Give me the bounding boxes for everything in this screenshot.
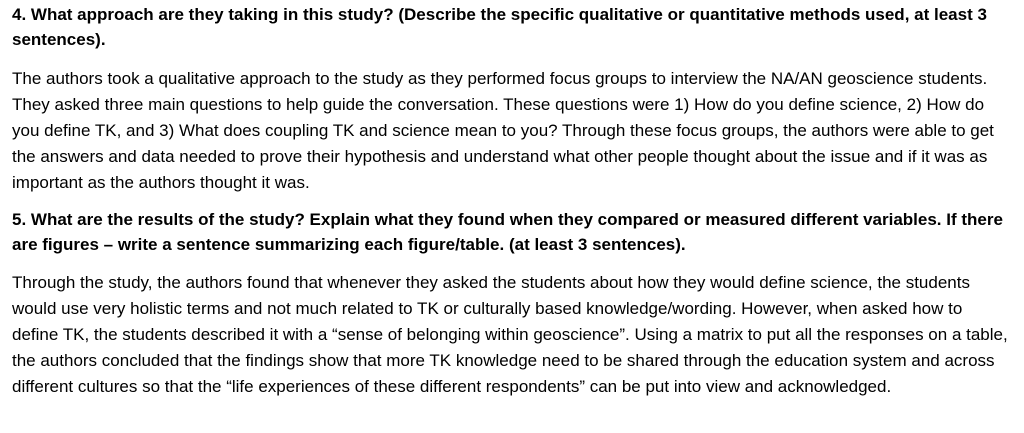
question-5-answer: Through the study, the authors found that whenever they asked the students about how they would define science, the students would use very holistic terms and not much related to TK or culturally based knowledge/wording. However, when asked how to define TK, the students described it with a “sense of belonging within geoscience”. Using a matrix to put all the responses on a table, the authors concluded that the findings show that more TK knowledge need to be shared through the education system and across different cultures so that the “life experiences of these different respondents” can be put into view and acknowledged. <box>12 273 1008 396</box>
question-4-answer: The authors took a qualitative approach to the study as they performed focus groups to interview the NA/AN geoscience students. They asked three main questions to help guide the conversation. These questions were 1) How do you define science, 2) How do you define TK, and 3) What does coupling TK and science mean to you? Through these focus groups, the authors were able to get the answers and data needed to prove their hypothesis and understand what other people thought about the issue and if it was as important as the authors thought it was. <box>12 69 994 192</box>
question-4-heading: 4. What approach are they taking in this study? (Describe the specific qualitative or quantitative methods used, at least 3 sentences). <box>12 5 987 49</box>
question-5-heading: 5. What are the results of the study? Explain what they found when they compared or measured different variables. If there are figures – write a sentence summarizing each figure/table. (at least 3 sentences). <box>12 210 1003 254</box>
